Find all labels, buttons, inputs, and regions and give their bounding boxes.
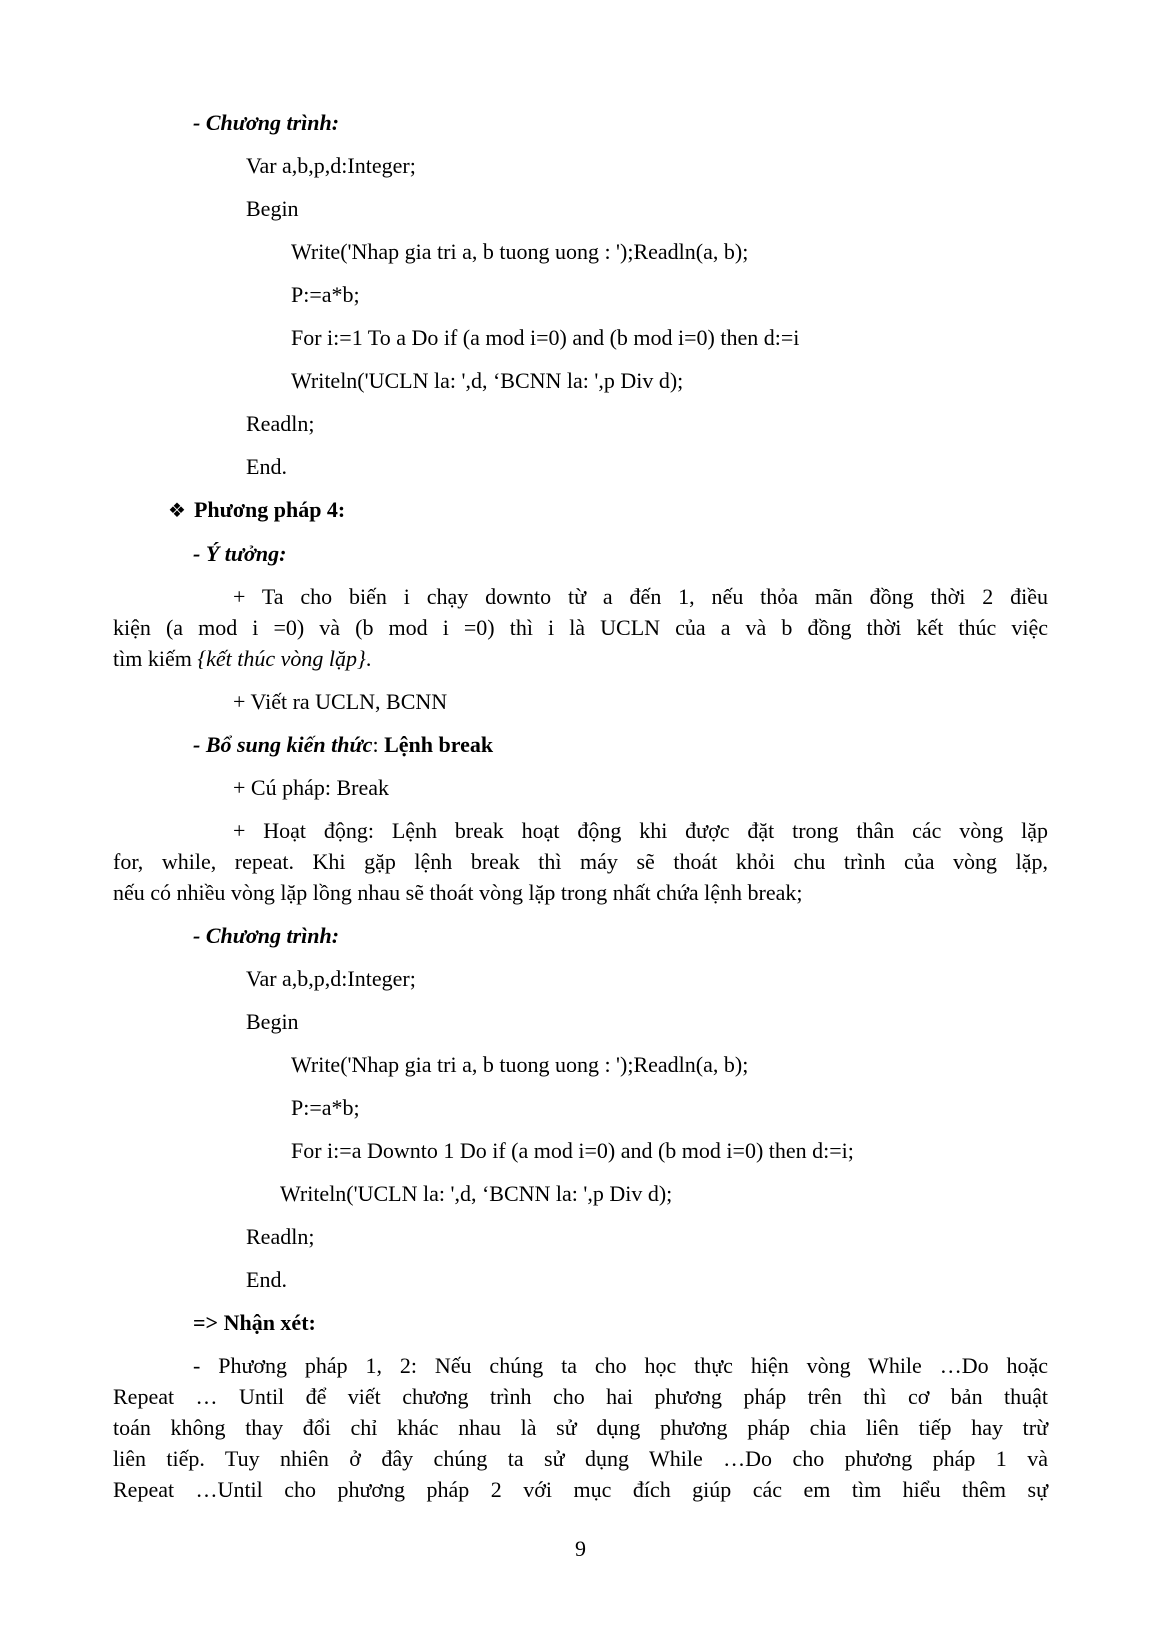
program1-heading: - Chương trình: — [193, 110, 340, 135]
remark-heading: => Nhận xét: — [193, 1310, 316, 1335]
code-line-begin: Begin — [246, 1009, 299, 1034]
paragraph-line: + Hoạt động: Lệnh break hoạt động khi được đặt trong thân các vòng lặp — [233, 818, 1048, 843]
idea-paragraph — [113, 581, 1048, 674]
paragraph-line: kiện (a mod i =0) và (b mod i =0) thì i là UCLN của a và b đồng thời kết thúc việc — [113, 615, 1048, 640]
idea-heading: - Ý tưởng: — [193, 541, 287, 566]
paragraph-line: nếu có nhiều vòng lặp lồng nhau sẽ thoát vòng lặp trong nhất chứa lệnh break; — [113, 880, 803, 905]
output-line: + Viết ra UCLN, BCNN — [233, 689, 448, 714]
idea-line3-italic: {kết thúc vòng lặp} — [197, 646, 366, 671]
code-line-readln: Readln; — [246, 411, 315, 436]
extra-heading-italic: - Bổ sung kiến thức — [193, 732, 373, 757]
code-line-for: For i:=a Downto 1 Do if (a mod i=0) and (b mod i=0) then d:=i; — [291, 1138, 854, 1163]
code-line-begin: Begin — [246, 196, 299, 221]
code-line-assign: P:=a*b; — [291, 282, 360, 307]
code-line-readln: Readln; — [246, 1224, 315, 1249]
paragraph-line: + Ta cho biến i chạy downto từ a đến 1, nếu thỏa mãn đồng thời 2 điều — [233, 584, 1048, 609]
code-line-var: Var a,b,p,d:Integer; — [246, 966, 416, 991]
code-line-writeln: Writeln('UCLN la: ',d, ‘BCNN la: ',p Div d); — [280, 1181, 673, 1206]
code-line-end: End. — [246, 454, 287, 479]
extra-heading-colon: : — [372, 732, 385, 757]
paragraph-line — [113, 643, 1048, 674]
page-number: 9 — [575, 1536, 586, 1561]
diamond-bullet-icon: ❖ — [168, 498, 186, 522]
remark-paragraph — [113, 1350, 1048, 1505]
code-line-for: For i:=1 To a Do if (a mod i=0) and (b mod i=0) then d:=i — [291, 325, 800, 350]
code-line-write: Write('Nhap gia tri a, b tuong uong : ');Readln(a, b); — [291, 1052, 749, 1077]
paragraph-line: toán không thay đổi chỉ khác nhau là sử dụng phương pháp chia liên tiếp hay trừ — [113, 1415, 1048, 1440]
extra-heading-bold: Lệnh break — [384, 732, 494, 757]
paragraph-line: for, while, repeat. Khi gặp lệnh break thì máy sẽ thoát khỏi chu trình của vòng lặp, — [113, 849, 1048, 874]
code-line-assign: P:=a*b; — [291, 1095, 360, 1120]
program2-heading: - Chương trình: — [193, 923, 340, 948]
paragraph-line: Repeat …Until cho phương pháp 2 với mục đích giúp các em tìm hiểu thêm sự — [113, 1477, 1048, 1502]
code-line-write: Write('Nhap gia tri a, b tuong uong : ');Readln(a, b); — [291, 239, 749, 264]
idea-line3-period: . — [365, 646, 372, 671]
idea-line3-regular: tìm kiếm — [113, 646, 198, 671]
code-line-writeln: Writeln('UCLN la: ',d, ‘BCNN la: ',p Div d); — [291, 368, 684, 393]
extra-knowledge-heading — [113, 729, 1048, 760]
operation-paragraph — [113, 815, 1048, 908]
syntax-line: + Cú pháp: Break — [233, 775, 389, 800]
method4-heading — [113, 494, 1048, 526]
paragraph-line: Repeat … Until để viết chương trình cho hai phương pháp trên thì cơ bản thuật — [113, 1384, 1048, 1409]
code-line-end: End. — [246, 1267, 287, 1292]
code-line-var: Var a,b,p,d:Integer; — [246, 153, 416, 178]
method4-heading-label: Phương pháp 4: — [193, 497, 346, 522]
paragraph-line: liên tiếp. Tuy nhiên ở đây chúng ta sử dụng While …Do cho phương pháp 1 và — [113, 1446, 1048, 1471]
paragraph-line: - Phương pháp 1, 2: Nếu chúng ta cho học thực hiện vòng While …Do hoặc — [193, 1353, 1048, 1378]
